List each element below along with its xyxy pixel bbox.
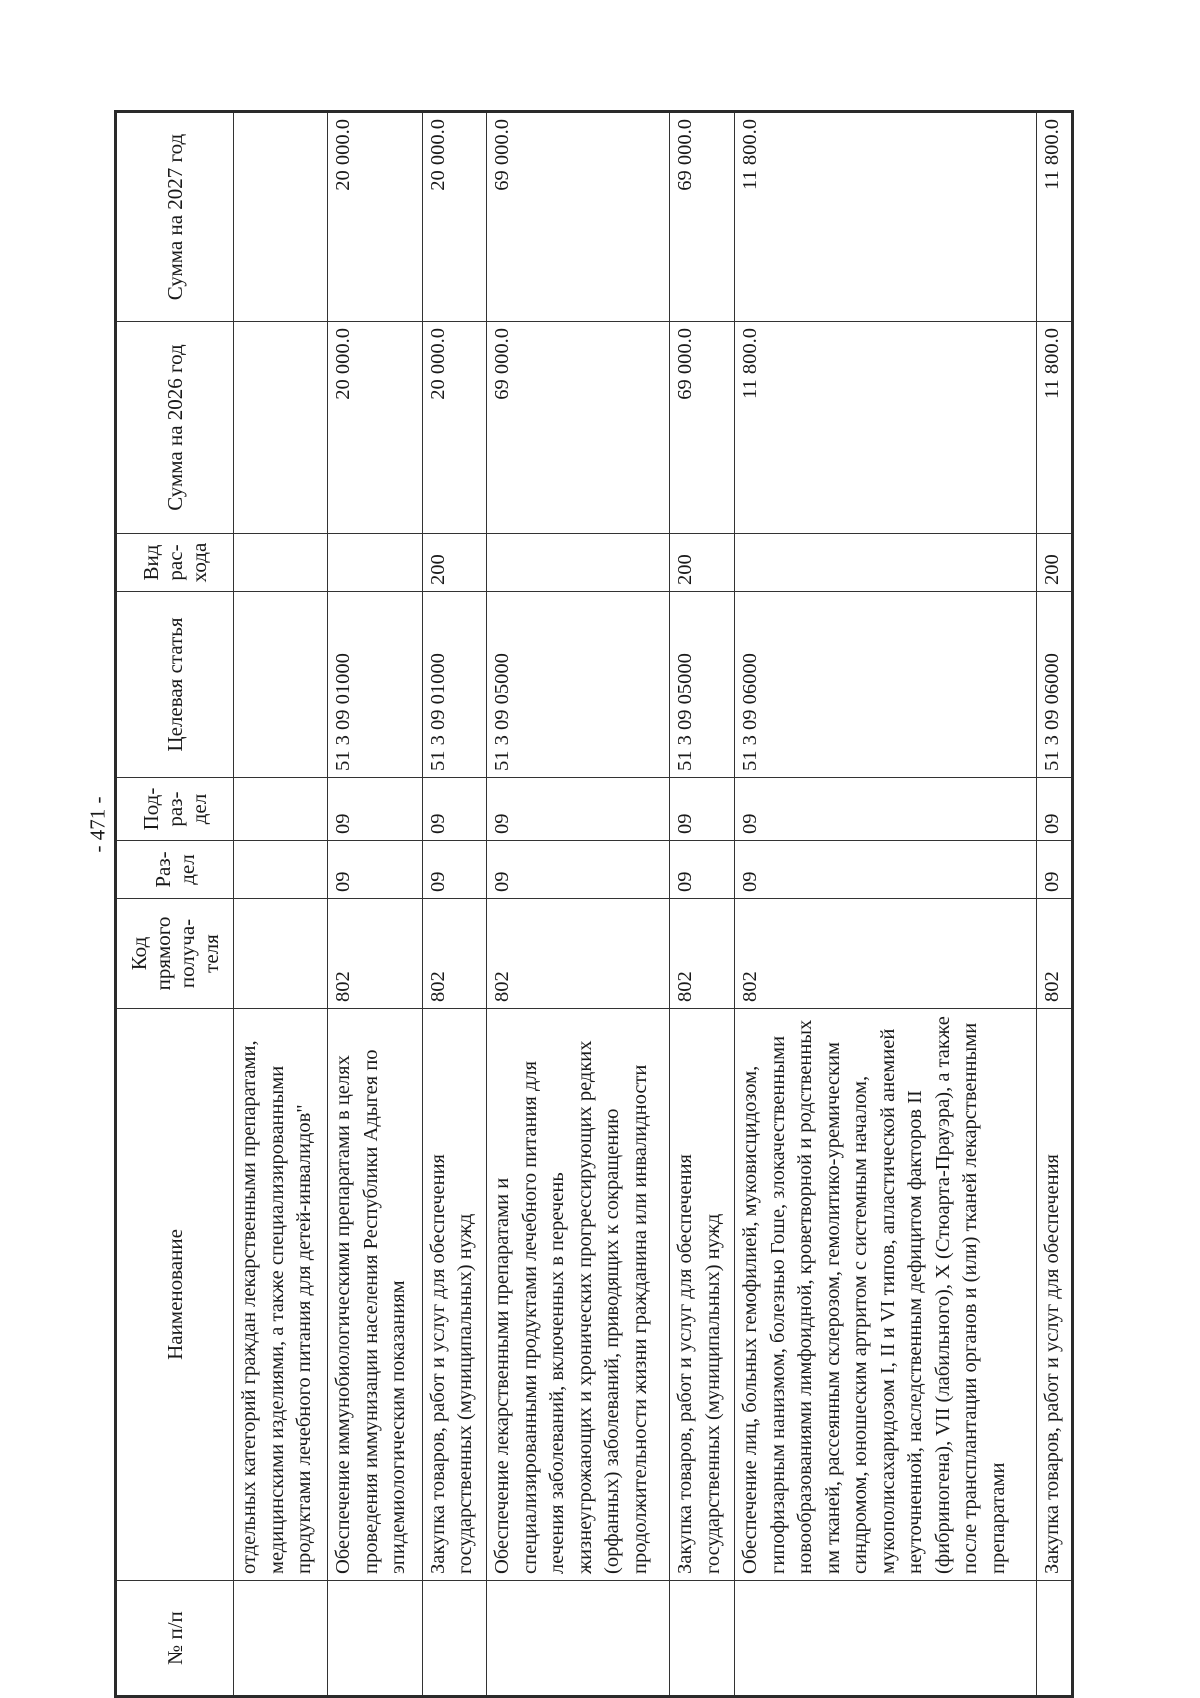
- cell-expense-type: 200: [422, 534, 487, 592]
- table-row: [670, 112, 735, 1697]
- table-row: [328, 112, 422, 1697]
- cell-no: [1036, 1581, 1072, 1697]
- cell-sum-2027: [234, 112, 328, 322]
- cell-no: [234, 1581, 328, 1697]
- cell-grbs: 802: [487, 899, 670, 1009]
- cell-grbs: 802: [422, 899, 487, 1009]
- cell-sum-2027: 69 000.0: [670, 112, 735, 322]
- table-row: [487, 112, 670, 1697]
- cell-name: Обеспечение иммунобиологическими препаратами в целях проведения иммунизации населения Республики Адыгея по эпидемиологическим показаниям: [328, 1009, 422, 1581]
- cell-target: 51 3 09 01000: [328, 592, 422, 778]
- cell-sum-2026: 69 000.0: [670, 322, 735, 534]
- cell-target: 51 3 09 01000: [422, 592, 487, 778]
- table-row: [422, 112, 487, 1697]
- cell-subsection: 09: [1036, 778, 1072, 841]
- cell-target: 51 3 09 05000: [487, 592, 670, 778]
- cell-section: 09: [422, 841, 487, 899]
- budget-table: [114, 110, 1074, 1698]
- cell-sum-2027: 11 800.0: [735, 112, 1037, 322]
- table-row: [234, 112, 328, 1697]
- cell-no: [328, 1581, 422, 1697]
- cell-sum-2026: 20 000.0: [328, 322, 422, 534]
- column-header-grbs: Код прямого получа-теля: [116, 899, 234, 1009]
- rotated-table-container: [114, 113, 1074, 1698]
- cell-target: 51 3 09 05000: [670, 592, 735, 778]
- cell-grbs: 802: [1036, 899, 1072, 1009]
- cell-name: Обеспечение лиц, больных гемофилией, муковисцидозом, гипофизарным нанизмом, болезнью Гоше, злокачественными новообразованиями лимфоидной, кроветворной и родственных им тканей, рассеянным склерозом, гемолитико-уремическим синдромом, юношеским артритом с системным началом, мукополисахаридозом I, II и VI типов, апластической анемией неуточненной, наследственным дефицитом факторов II (фибриногена), VII (лабильного), X (Стюарта-Прауэра), а также после трансплантации органов и (или) тканей лекарственными препаратами: [735, 1009, 1037, 1581]
- cell-sum-2026: 11 800.0: [1036, 322, 1072, 534]
- cell-no: [487, 1581, 670, 1697]
- cell-name: Закупка товаров, работ и услуг для обеспечения государственных (муниципальных) нужд: [670, 1009, 735, 1581]
- cell-section: 09: [670, 841, 735, 899]
- cell-expense-type: [234, 534, 328, 592]
- cell-sum-2026: 20 000.0: [422, 322, 487, 534]
- cell-grbs: 802: [670, 899, 735, 1009]
- cell-name: Закупка товаров, работ и услуг для обеспечения: [1036, 1009, 1072, 1581]
- column-header-name: Наименование: [116, 1009, 234, 1581]
- cell-subsection: [234, 778, 328, 841]
- table-header-row: [116, 112, 234, 1697]
- cell-grbs: [234, 899, 328, 1009]
- table-row: [735, 112, 1037, 1697]
- column-header-sum-2026: Сумма на 2026 год: [116, 322, 234, 534]
- cell-grbs: 802: [735, 899, 1037, 1009]
- cell-sum-2027: 20 000.0: [422, 112, 487, 322]
- table-row: [1036, 112, 1072, 1697]
- cell-target: 51 3 09 06000: [735, 592, 1037, 778]
- cell-no: [670, 1581, 735, 1697]
- cell-sum-2027: 20 000.0: [328, 112, 422, 322]
- cell-section: 09: [1036, 841, 1072, 899]
- cell-sum-2026: 11 800.0: [735, 322, 1037, 534]
- cell-name: Обеспечение лекарственными препаратами и специализированными продуктами лечебного питания для лечения заболеваний, включенных в перечень жизнеугрожающих и хронических прогрессирующих редких (орфанных) заболеваний, приводящих к сокращению продолжительности жизни гражданина или инвалидности: [487, 1009, 670, 1581]
- cell-expense-type: 200: [670, 534, 735, 592]
- cell-no: [735, 1581, 1037, 1697]
- column-header-target: Целевая статья: [116, 592, 234, 778]
- cell-sum-2026: [234, 322, 328, 534]
- cell-target: 51 3 09 06000: [1036, 592, 1072, 778]
- cell-expense-type: [487, 534, 670, 592]
- cell-sum-2026: 69 000.0: [487, 322, 670, 534]
- column-header-no: № п/п: [116, 1581, 234, 1697]
- cell-expense-type: [735, 534, 1037, 592]
- cell-sum-2027: 69 000.0: [487, 112, 670, 322]
- cell-subsection: 09: [328, 778, 422, 841]
- column-header-subsection: Под-раз-дел: [116, 778, 234, 841]
- cell-expense-type: [328, 534, 422, 592]
- cell-sum-2027: 11 800.0: [1036, 112, 1072, 322]
- cell-no: [422, 1581, 487, 1697]
- page-number: - 471 -: [85, 796, 110, 853]
- cell-expense-type: 200: [1036, 534, 1072, 592]
- cell-name: Закупка товаров, работ и услуг для обеспечения государственных (муниципальных) нужд: [422, 1009, 487, 1581]
- column-header-section: Раз-дел: [116, 841, 234, 899]
- cell-section: 09: [735, 841, 1037, 899]
- column-header-expense-type: Вид рас-хода: [116, 534, 234, 592]
- cell-grbs: 802: [328, 899, 422, 1009]
- cell-subsection: 09: [670, 778, 735, 841]
- cell-target: [234, 592, 328, 778]
- cell-subsection: 09: [735, 778, 1037, 841]
- cell-subsection: 09: [422, 778, 487, 841]
- cell-section: 09: [328, 841, 422, 899]
- cell-section: [234, 841, 328, 899]
- cell-subsection: 09: [487, 778, 670, 841]
- cell-section: 09: [487, 841, 670, 899]
- column-header-sum-2027: Сумма на 2027 год: [116, 112, 234, 322]
- cell-name: отдельных категорий граждан лекарственными препаратами, медицинскими изделиями, а также специализированными продуктами лечебного питания для детей-инвалидов": [234, 1009, 328, 1581]
